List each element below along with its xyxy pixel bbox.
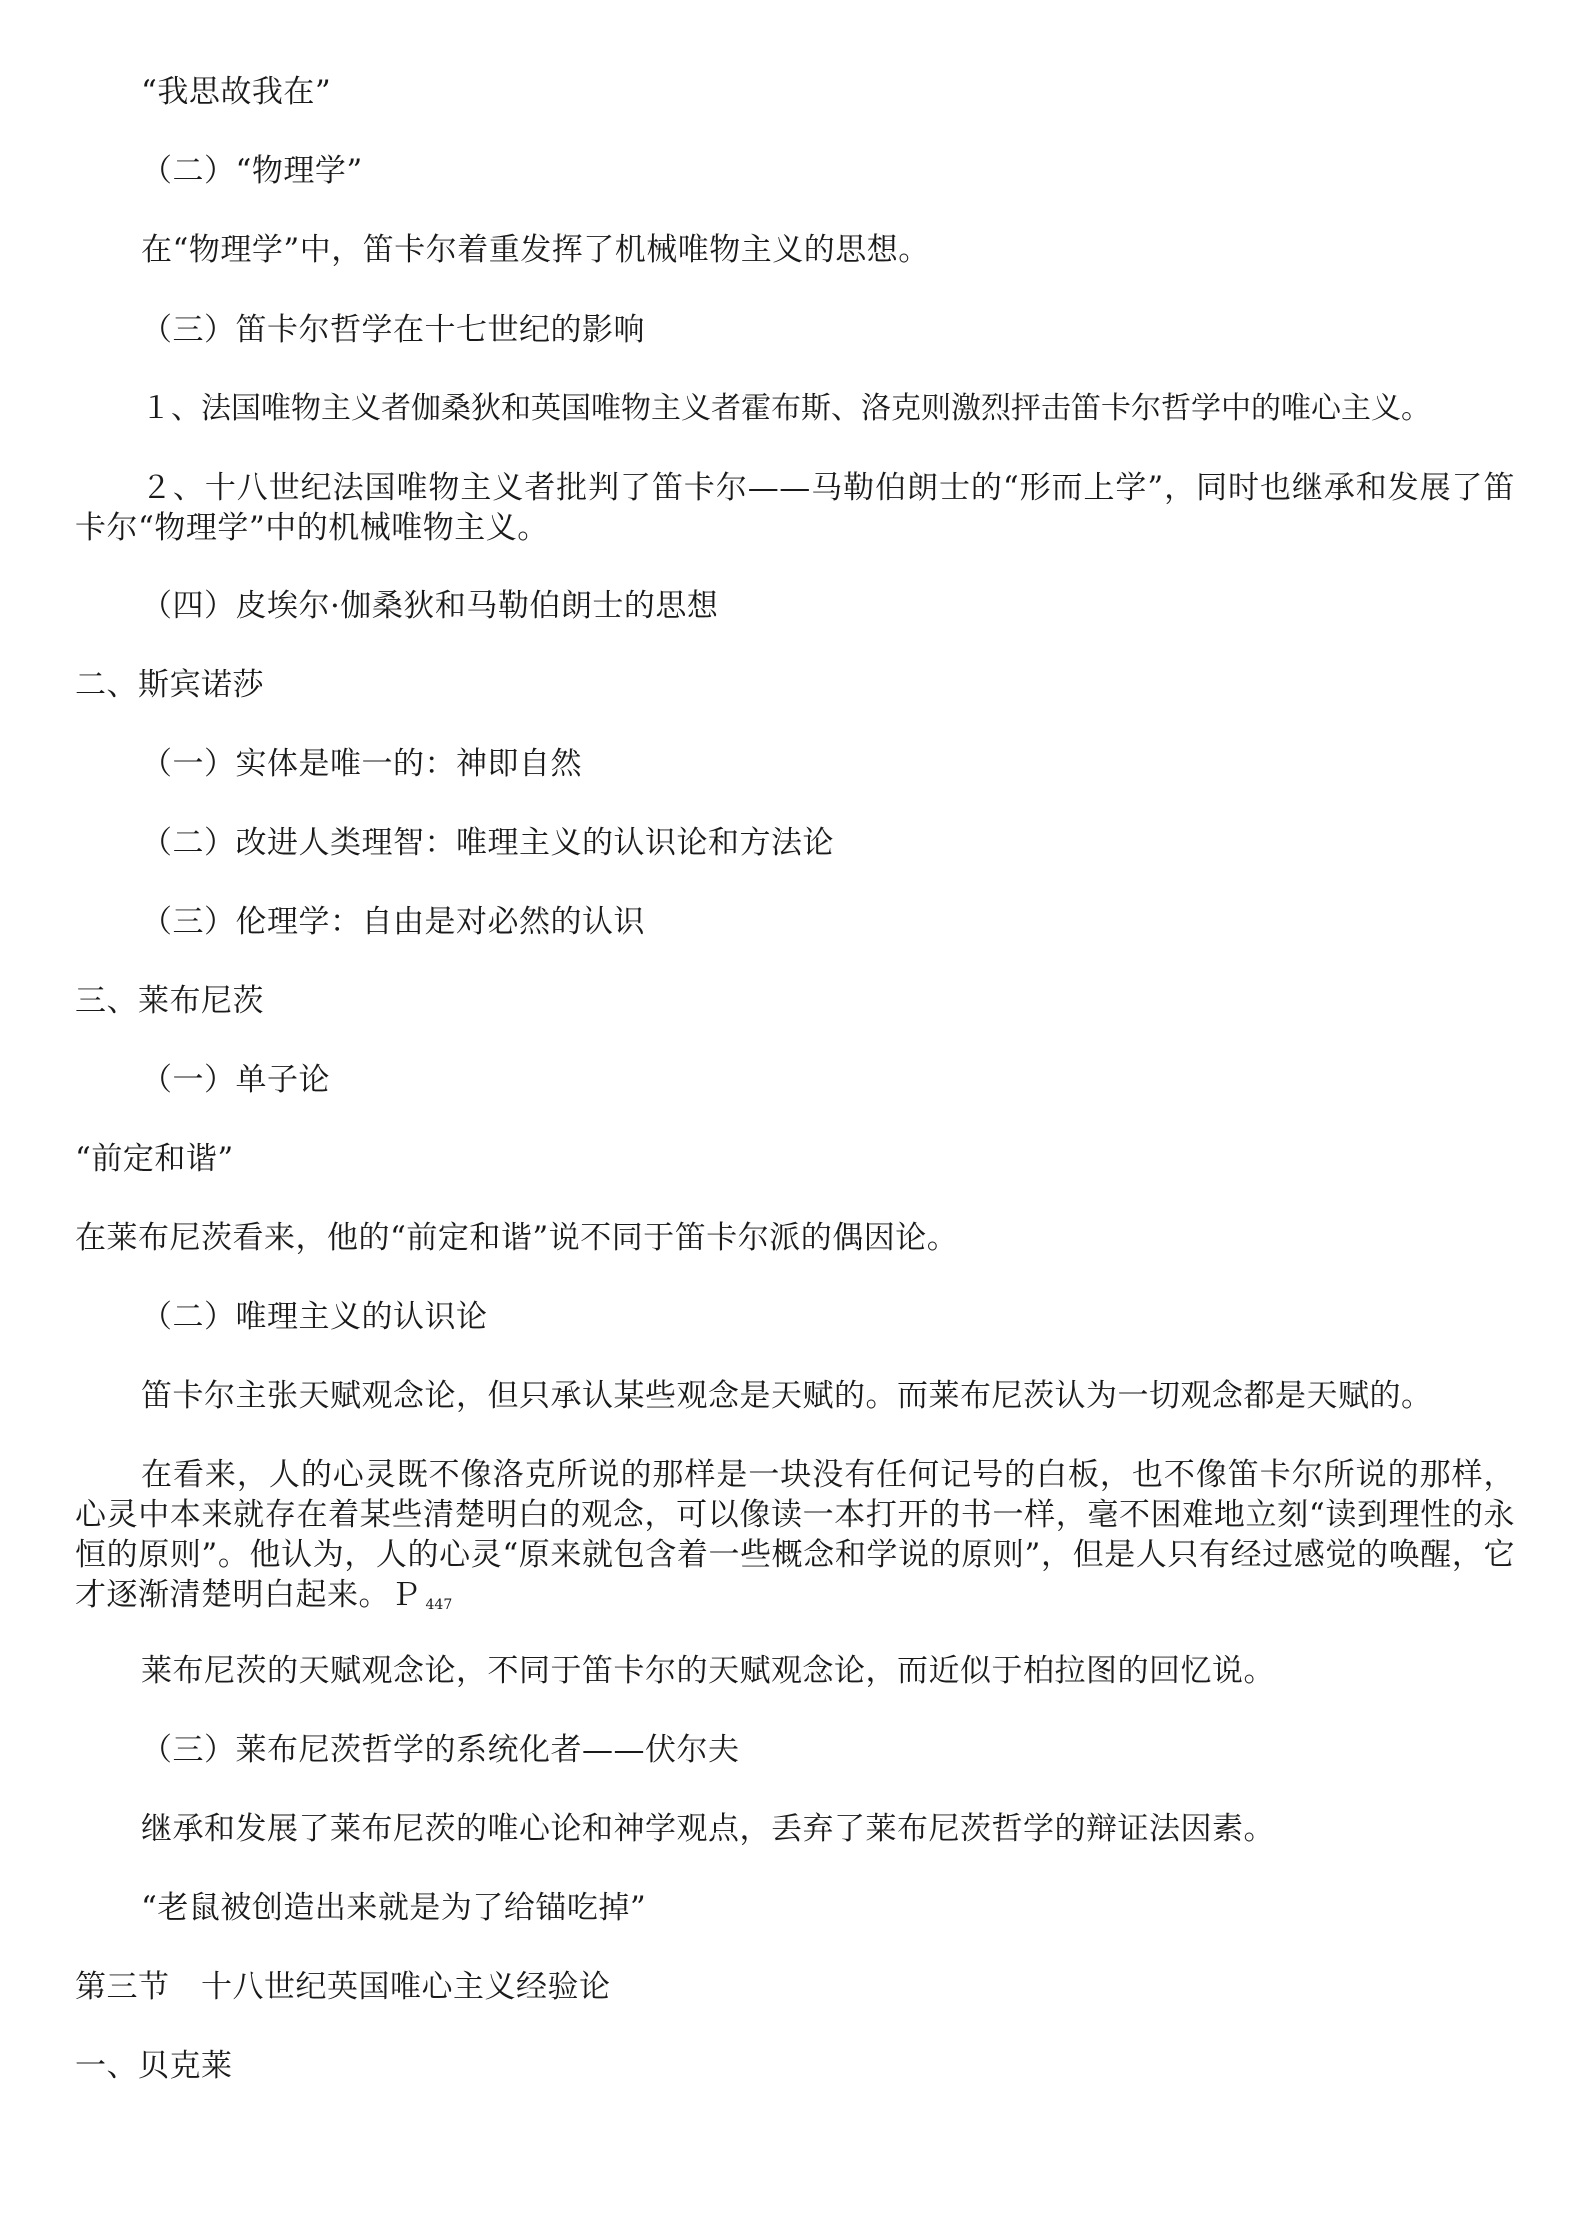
subsection-heading: （二）唯理主义的认识论: [141, 1299, 488, 1335]
numbered-item: １、法国唯物主义者伽桑狄和英国唯物主义者霍布斯、洛克则激烈抨击笛卡尔哲学中的唯心主义。: [141, 391, 1431, 426]
section-heading: 三、莱布尼茨: [75, 983, 264, 1019]
subsection-heading: （三）莱布尼茨哲学的系统化者——伏尔夫: [141, 1732, 740, 1768]
subsection-heading: （三）笛卡尔哲学在十七世纪的影响: [141, 312, 645, 348]
numbered-item: ２、十八世纪法国唯物主义者批判了笛卡尔——马勒伯朗士的“形而上学”，同时也继承和发展了笛卡尔“物理学”中的机械唯物主义。: [75, 470, 1515, 546]
paragraph: 继承和发展了莱布尼茨的唯心论和神学观点，丢弃了莱布尼茨哲学的辩证法因素。: [141, 1811, 1275, 1847]
quote-line: “前定和谐”: [75, 1141, 234, 1177]
quote-line: “老鼠被创造出来就是为了给锚吃掉”: [141, 1890, 647, 1926]
quote-line: “我思故我在”: [141, 74, 332, 110]
subsection-heading: （一）实体是唯一的：神即自然: [141, 746, 582, 782]
paragraph-text: 在看来，人的心灵既不像洛克所说的那样是一块没有任何记号的白板，也不像笛卡尔所说的那样，心灵中本来就存在着某些清楚明白的观念，可以像读一本打开的书一样，毫不困难地立刻“读到理性的永恒的原则”。他认为，人的心灵“原来就包含着一些概念和学说的原则”，但是人只有经过感觉的唤醒，它才逐渐清楚明白起来。Ｐ: [75, 1457, 1515, 1613]
section-heading: 一、贝克莱: [75, 2048, 233, 2084]
paragraph: 在莱布尼茨看来，他的“前定和谐”说不同于笛卡尔派的偶因论。: [75, 1220, 959, 1256]
page-reference: 447: [425, 1597, 453, 1613]
paragraph: 在“物理学”中，笛卡尔着重发挥了机械唯物主义的思想。: [141, 232, 930, 268]
subsection-heading: （二）“物理学”: [141, 153, 363, 189]
paragraph: 莱布尼茨的天赋观念论，不同于笛卡尔的天赋观念论，而近似于柏拉图的回忆说。: [141, 1653, 1275, 1689]
subsection-heading: （四）皮埃尔·伽桑狄和马勒伯朗士的思想: [141, 588, 719, 624]
paragraph: 笛卡尔主张天赋观念论，但只承认某些观念是天赋的。而莱布尼茨认为一切观念都是天赋的。: [141, 1378, 1433, 1414]
section-heading: 二、斯宾诺莎: [75, 667, 264, 703]
chapter-section-heading: 第三节 十八世纪英国唯心主义经验论: [75, 1969, 611, 2005]
paragraph: [75, 1455, 1515, 1625]
subsection-heading: （三）伦理学：自由是对必然的认识: [141, 904, 645, 940]
subsection-heading: （二）改进人类理智：唯理主义的认识论和方法论: [141, 825, 834, 861]
subsection-heading: （一）单子论: [141, 1062, 330, 1098]
